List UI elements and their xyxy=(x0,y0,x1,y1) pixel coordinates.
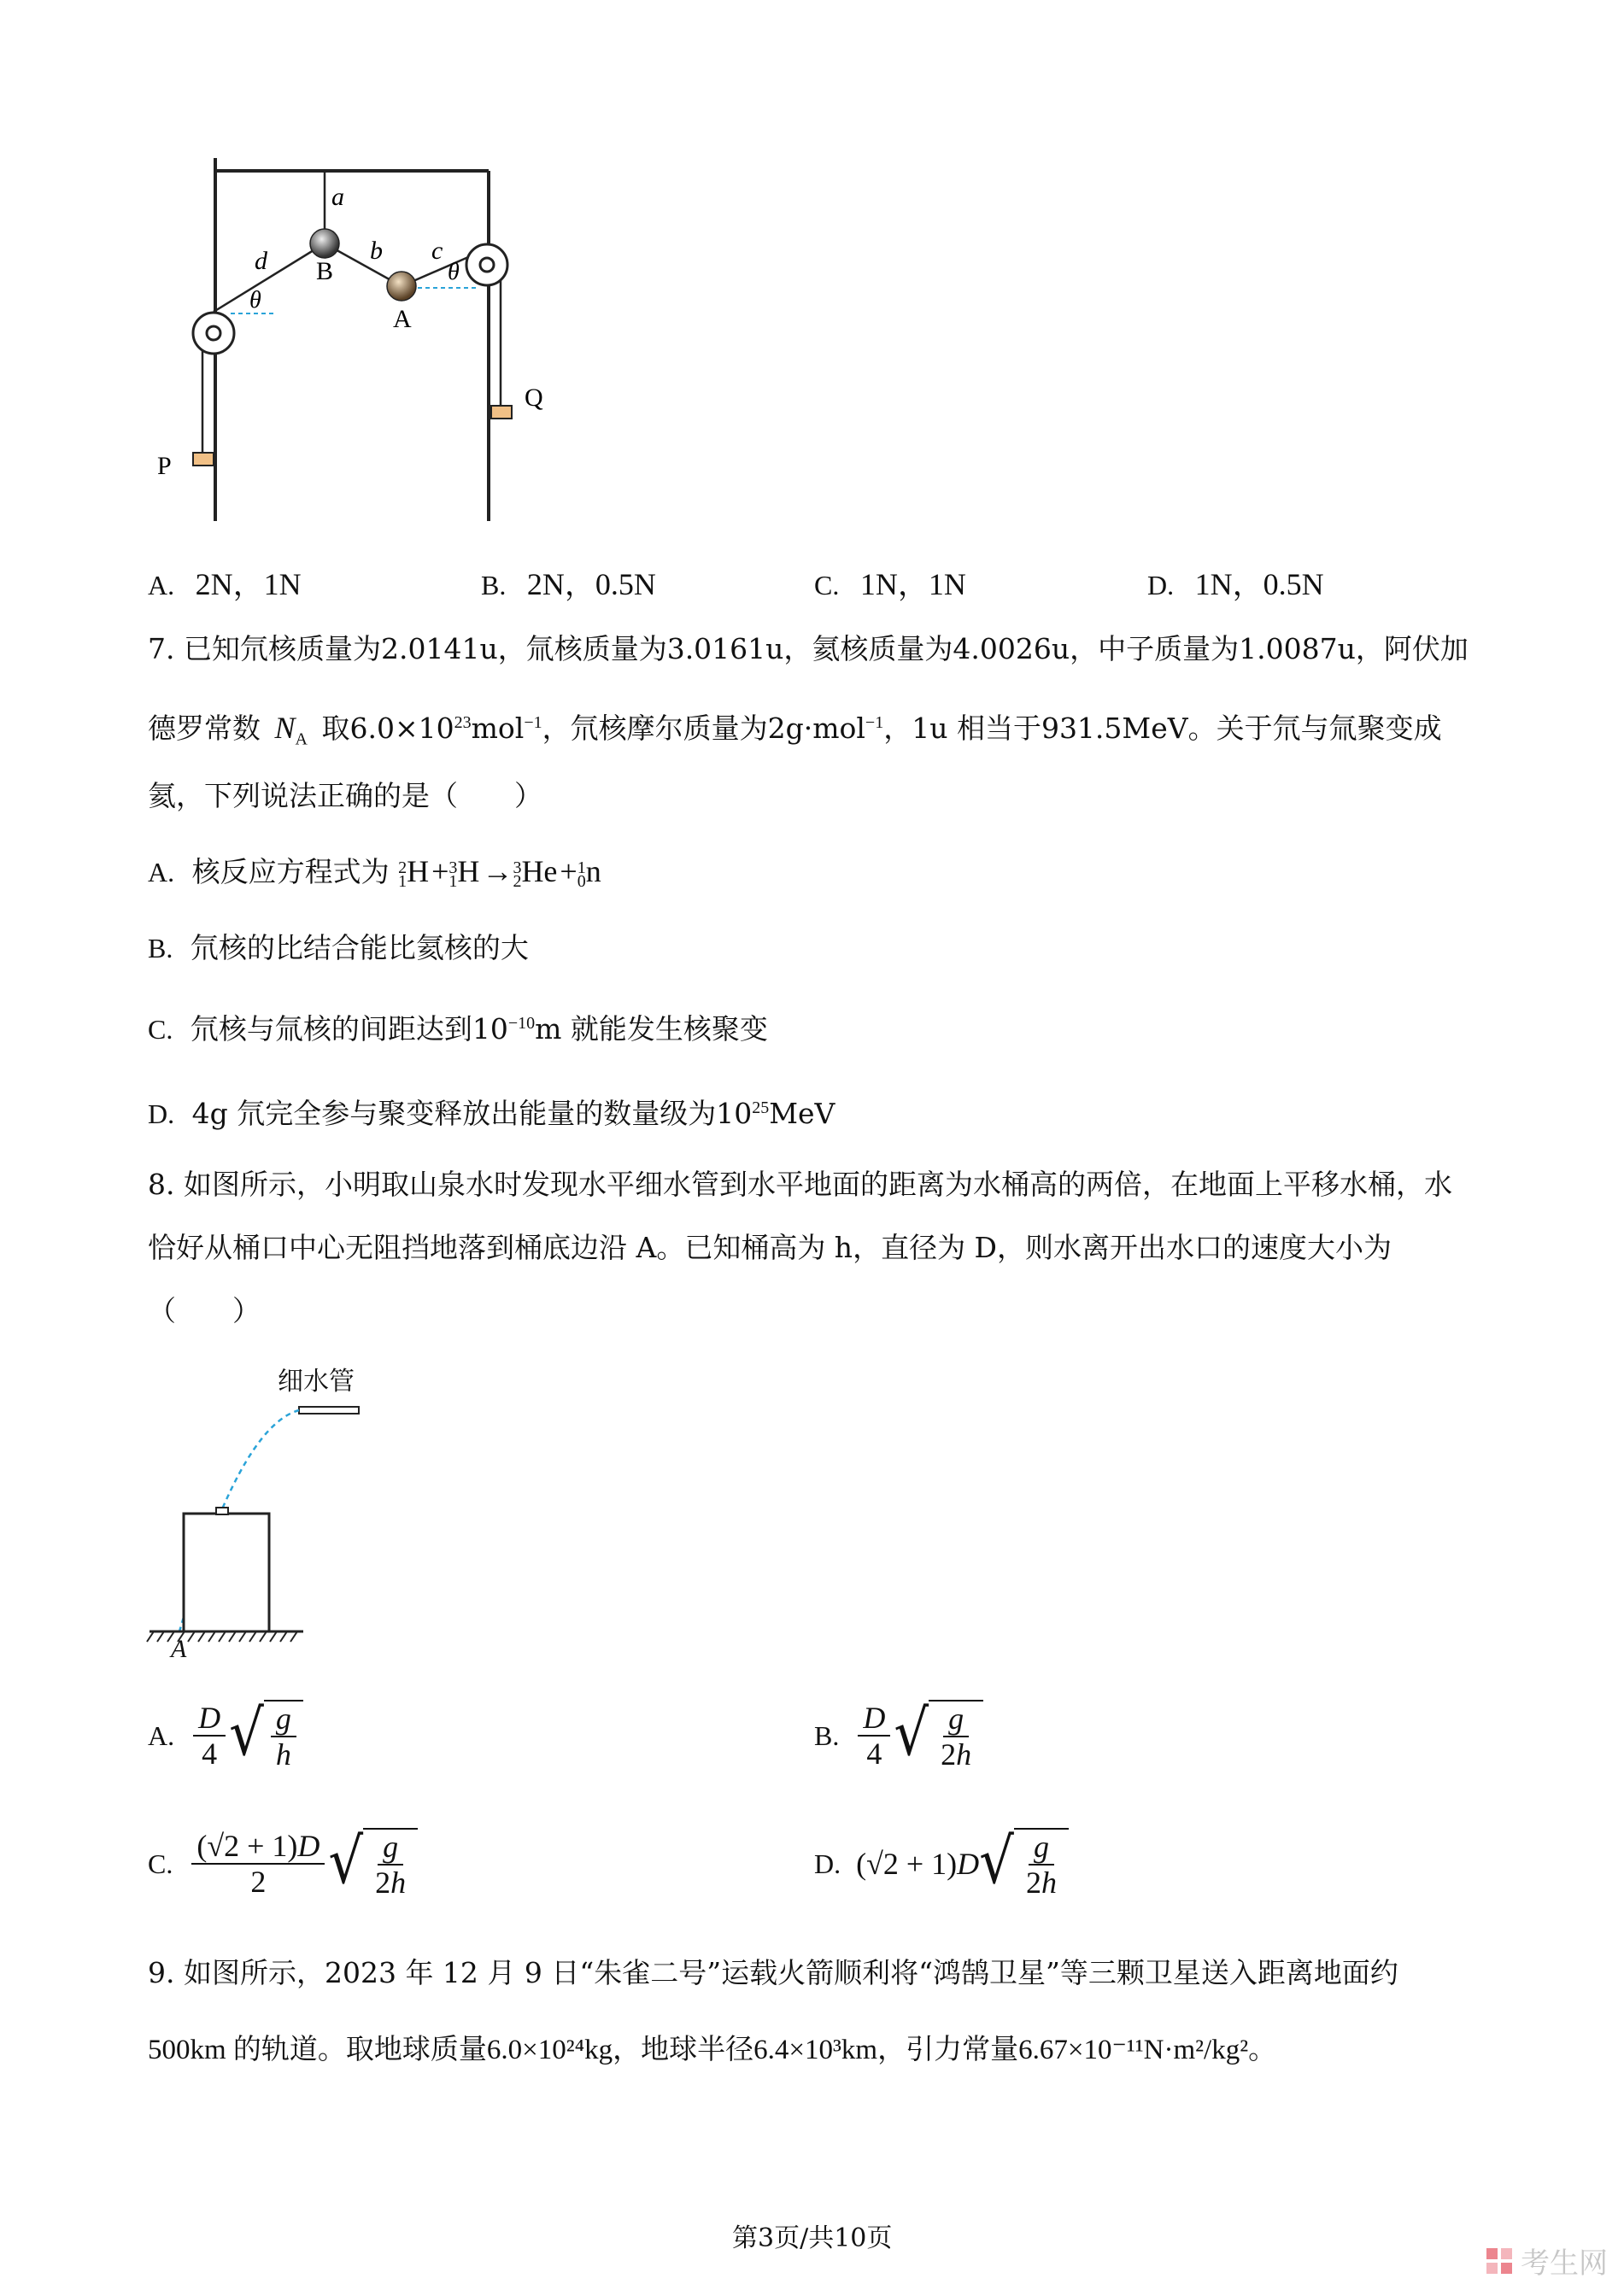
watermark-text: 考生网 xyxy=(1521,2246,1608,2281)
label-b: b xyxy=(370,237,383,265)
brand-logo xyxy=(1485,2240,1608,2281)
q9-stem-line1: 9. 如图所示，2023 年 12 月 9 日“朱雀二号”运载火箭顺利将“鸿鹄卫星”等三颗卫星送入距离地面约 xyxy=(148,1956,1398,1989)
formula-sqrt: √ $\frac{g}{2h}$ xyxy=(328,1828,418,1900)
formula-fraction: $\frac{D}{4}$ xyxy=(193,1701,226,1771)
option-label: A. xyxy=(148,570,175,600)
q8-stem-line3: （ ） xyxy=(148,1294,261,1327)
label-c: c xyxy=(431,237,443,265)
q7-stem-line1: 7. 已知氘核质量为2.0141u，氚核质量为3.0161u，氦核质量为4.0026u，中子质量为1.0087u，阿伏加 xyxy=(148,632,1469,665)
reaction-equation: 2 1 H + 3 1 H → 3 2 He + 1 0 n xyxy=(398,854,601,891)
q6-option-b[interactable] xyxy=(481,567,656,602)
q7-option-d[interactable]: D. 4g 氘完全参与聚变释放出能量的数量级为$10^{25}MeV$ xyxy=(148,1097,835,1130)
q8-stem-line1: 8. 如图所示，小明取山泉水时发现水平细水管到水平地面的距离为水桶高的两倍，在地面上平移水桶，水 xyxy=(148,1168,1452,1201)
label-theta-left: θ xyxy=(249,287,261,313)
q6-option-d[interactable] xyxy=(1147,567,1324,602)
formula-sqrt: √ $\frac{g}{h}$ xyxy=(229,1700,303,1772)
label-d: d xyxy=(255,247,267,275)
label-B: B xyxy=(316,257,334,285)
q7-option-b[interactable]: B. 氘核的比结合能比氦核的大 xyxy=(148,931,529,964)
option-text: 1N，1N xyxy=(859,567,966,601)
option-label: C. xyxy=(814,570,840,600)
q6-option-c[interactable] xyxy=(814,567,966,602)
formula-fraction: $\frac{(√2 + 1)D}{2}$ xyxy=(191,1829,325,1899)
label-pipe: 细水管 xyxy=(278,1367,355,1397)
option-label: D. xyxy=(1147,570,1175,600)
pulley-figure xyxy=(145,158,589,534)
label-P: P xyxy=(157,452,172,480)
label-Q: Q xyxy=(525,384,543,412)
q6-option-a[interactable] xyxy=(148,567,302,602)
label-a: a xyxy=(331,183,344,211)
option-label: B. xyxy=(481,570,507,600)
q7-stem-line2: 德罗常数 $N_A$ 取$6.0\times 10^{23}mol^{-1}$，氘核摩尔质量为2g·mol$^{-1}$，1u 相当于931.5MeV。关于氘与氚聚变成 xyxy=(148,711,1442,749)
page-footer: 第3页/共10页 xyxy=(732,2223,893,2253)
q9-stem-line2: 500km 的轨道。取地球质量6.0×10²⁴kg，地球半径6.4×10³km，引力常量6.67×10⁻¹¹N·m²/kg²。 xyxy=(148,2035,1277,2065)
q8-option-d[interactable]: D. (√2 + 1)D √ $\frac{g}{2h}$ xyxy=(814,1828,1069,1900)
formula-sqrt: √ $\frac{g}{2h}$ xyxy=(979,1828,1069,1900)
logo-icon xyxy=(1485,2246,1514,2276)
label-A-bucket: A xyxy=(171,1635,187,1663)
option-text: 2N，0.5N xyxy=(526,567,656,601)
label-theta-right: θ xyxy=(448,259,460,285)
q8-stem-line2: 恰好从桶口中心无阻挡地落到桶底边沿 A。已知桶高为 h，直径为 D，则水离开出水口的速度大小为 xyxy=(148,1231,1392,1264)
q8-option-c[interactable]: C. $\frac{(√2 + 1)D}{2}$ √ $\frac{g}{2h}$ xyxy=(148,1828,418,1900)
option-text: 2N，1N xyxy=(195,567,302,601)
q8-option-a[interactable]: A. $\frac{D}{4}$ √ $\frac{g}{h}$ xyxy=(148,1700,303,1772)
q7-stem-line3: 氦，下列说法正确的是（ ） xyxy=(148,779,542,812)
q7-option-a[interactable]: A. 核反应方程式为 2 1 H + 3 1 H → 3 2 He + 1 0 n xyxy=(148,854,601,891)
label-A: A xyxy=(393,305,412,333)
q7-option-c[interactable]: C. 氘核与氚核的间距达到$10^{-10}m$ 就能发生核聚变 xyxy=(148,1012,768,1046)
bucket-figure xyxy=(145,1358,419,1666)
option-text: 1N，0.5N xyxy=(1194,567,1324,601)
q8-option-b[interactable]: B. $\frac{D}{4}$ √ $\frac{g}{2h}$ xyxy=(814,1700,983,1772)
formula-fraction: $\frac{D}{4}$ xyxy=(858,1701,890,1771)
formula-prefix: (√2 + 1)D xyxy=(856,1847,980,1881)
formula-sqrt: √ $\frac{g}{2h}$ xyxy=(894,1700,983,1772)
